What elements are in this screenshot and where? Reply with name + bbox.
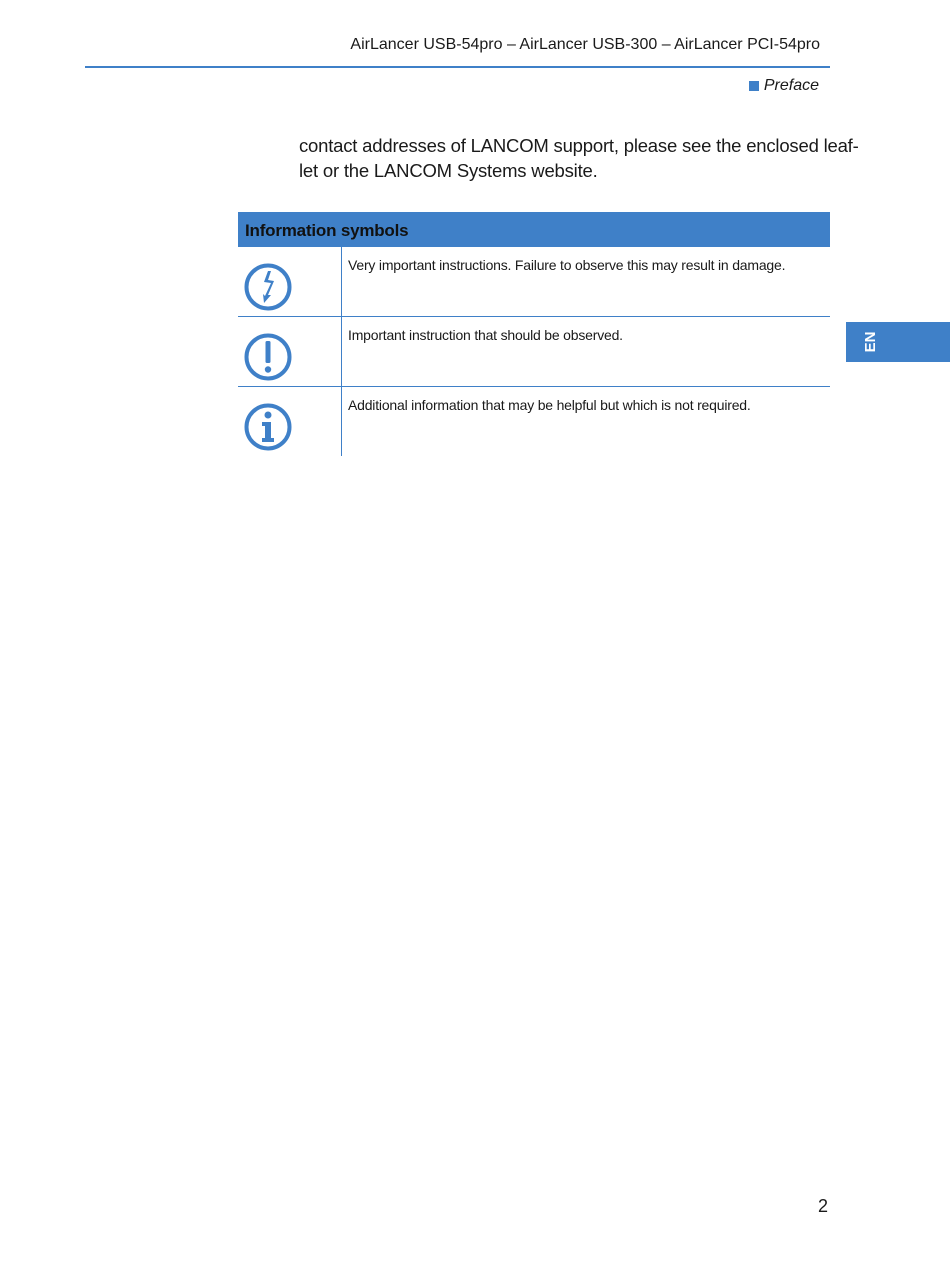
body-line: let or the LANCOM Systems website.: [299, 160, 598, 181]
row-text: Additional information that may be helpful but which is not required.: [348, 397, 751, 413]
row-text: Very important instructions. Failure to observe this may result in damage.: [348, 257, 786, 273]
header-divider: [85, 66, 830, 68]
body-line: contact addresses of LANCOM support, please see the enclosed leaf-: [299, 135, 859, 156]
icon-cell: [238, 317, 342, 386]
exclamation-icon: [243, 332, 293, 382]
language-tab: [846, 322, 950, 362]
section-label: [749, 77, 819, 95]
table-row: [238, 386, 830, 456]
language-tab-label: EN: [861, 331, 879, 353]
lightning-warning-icon: [243, 262, 293, 312]
body-paragraph: [299, 133, 859, 183]
section-label-text: Preface: [763, 77, 819, 94]
table-row: [238, 246, 830, 316]
icon-cell: [238, 247, 342, 316]
table-row: [238, 316, 830, 386]
row-text: Important instruction that should be observed.: [348, 327, 623, 343]
table-heading: Information symbols: [238, 212, 830, 246]
information-symbols-table: [238, 212, 830, 456]
section-marker-icon: [749, 81, 759, 91]
running-header-title: AirLancer USB-54pro – AirLancer USB-300 – AirLancer PCI-54pro: [350, 36, 820, 53]
icon-cell: [238, 387, 342, 456]
page-number: 2: [817, 1196, 828, 1216]
info-icon: [243, 402, 293, 452]
